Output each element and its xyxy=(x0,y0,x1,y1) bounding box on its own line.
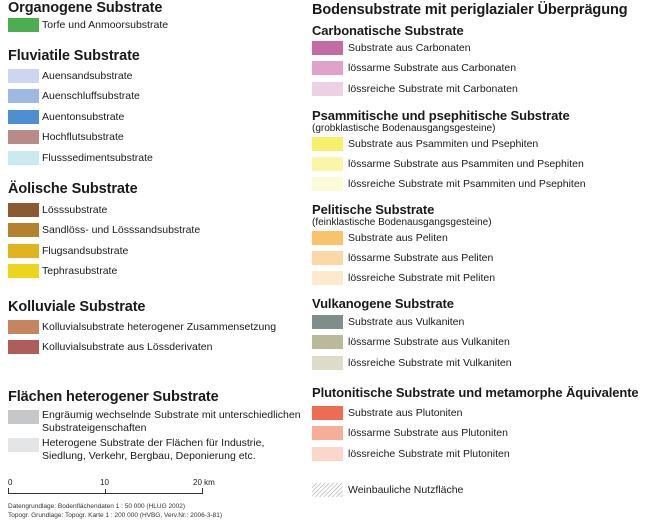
credit-data-source: Datengrundlage: Bodenflächendaten 1 : 50 000 (HLUG 2002) xyxy=(8,503,186,510)
group-title-heterogen: Flächen heterogener Substrate xyxy=(8,389,219,405)
group-title-organogene: Organogene Substrate xyxy=(8,0,163,16)
legend-label-kolluvial-loess: Kolluvialsubstrate aus Lössderivaten xyxy=(42,341,213,353)
legend-label-weinbau: Weinbauliche Nutzfläche xyxy=(348,484,464,496)
swatch-engraeumig xyxy=(8,410,39,424)
swatch-vulkan-1 xyxy=(312,315,343,329)
swatch-vulkan-2 xyxy=(312,335,343,349)
scale-tick-10: 10 xyxy=(100,478,109,487)
legend-label-psammit-1: Substrate aus Psammiten und Psephiten xyxy=(348,138,539,150)
legend-label-carbonat-1: Substrate aus Carbonaten xyxy=(348,42,471,54)
swatch-pluton-2 xyxy=(312,426,343,440)
legend-label-psammit-2: lössarme Substrate aus Psammiten und Psephiten xyxy=(348,158,584,170)
swatch-psammit-1 xyxy=(312,137,343,151)
group-title-vulkanogene: Vulkanogene Substrate xyxy=(312,296,454,311)
group-subtitle-pelitische: (feinklastische Bodenausgangsgesteine) xyxy=(312,217,492,228)
group-title-psammitische: Psammitische und psephitische Substrate xyxy=(312,108,570,123)
legend-label-industrie-line2: Siedlung, Verkehr, Bergbau, Deponierung etc. xyxy=(42,450,256,462)
swatch-flusssediment xyxy=(8,151,39,165)
legend-label-carbonat-2: lössarme Substrate aus Carbonaten xyxy=(348,62,517,74)
swatch-carbonat-2 xyxy=(312,61,343,75)
legend-label-loess: Lösssubstrate xyxy=(42,204,108,216)
group-subtitle-psammitische: (grobklastische Bodenausgangsgesteine) xyxy=(312,123,496,134)
legend-label-industrie-line1: Heterogene Substrate der Flächen für Industrie, xyxy=(42,437,265,449)
swatch-psammit-3 xyxy=(312,177,343,191)
legend-label-sandloess: Sandlöss- und Lösssandsubstrate xyxy=(42,224,201,236)
swatch-auensand xyxy=(8,69,39,83)
swatch-carbonat-1 xyxy=(312,41,343,55)
group-title-plutonitische: Plutonitische Substrate und metamorphe Äquivalente xyxy=(312,385,639,400)
swatch-auenton xyxy=(8,110,39,124)
swatch-weinbau-hatch xyxy=(312,483,343,497)
swatch-tephra xyxy=(8,264,39,278)
swatch-carbonat-3 xyxy=(312,82,343,96)
legend-label-torfe: Torfe und Anmoorsubstrate xyxy=(42,19,169,31)
legend-label-engraeumig-line2: Substrateigenschaften xyxy=(42,422,147,434)
legend-label-engraeumig xyxy=(42,409,301,435)
legend-label-auensand: Auensandsubstrate xyxy=(42,70,133,82)
legend-label-kolluvial-heterogen: Kolluvialsubstrate heterogener Zusammensetzung xyxy=(42,321,277,333)
swatch-loess xyxy=(8,203,39,217)
legend-label-psammit-3: lössreiche Substrate mit Psammiten und Psephiten xyxy=(348,178,586,190)
swatch-pelit-1 xyxy=(312,231,343,245)
legend-label-pluton-1: Substrate aus Plutoniten xyxy=(348,407,463,419)
legend-label-engraeumig-line1: Engräumig wechselnde Substrate mit unterschiedlichen xyxy=(42,409,301,421)
legend-label-pelit-3: lössreiche Substrate mit Peliten xyxy=(348,272,496,284)
scale-tick-0: 0 xyxy=(8,478,13,487)
swatch-auenschluff xyxy=(8,89,39,103)
swatch-vulkan-3 xyxy=(312,356,343,370)
swatch-torfe xyxy=(8,18,39,32)
legend-label-industrie xyxy=(42,437,264,463)
legend-label-auenschluff: Auenschluffsubstrate xyxy=(42,90,140,102)
swatch-pluton-3 xyxy=(312,447,343,461)
legend-label-pelit-2: lössarme Substrate aus Peliten xyxy=(348,252,494,264)
group-title-aeolische: Äolische Substrate xyxy=(8,181,138,197)
right-heading: Bodensubstrate mit periglazialer Überprägung xyxy=(312,2,628,18)
swatch-pelit-3 xyxy=(312,271,343,285)
legend-label-pluton-3: lössreiche Substrate mit Plutoniten xyxy=(348,448,510,460)
legend-label-vulkan-1: Substrate aus Vulkaniten xyxy=(348,316,465,328)
legend-label-pelit-1: Substrate aus Peliten xyxy=(348,232,448,244)
legend-label-flugsand: Flugsandsubstrate xyxy=(42,245,129,257)
swatch-hochflut xyxy=(8,130,39,144)
group-title-pelitische: Pelitische Substrate xyxy=(312,202,435,217)
legend-label-vulkan-2: lössarme Substrate aus Vulkaniten xyxy=(348,336,510,348)
group-title-carbonatische: Carbonatische Substrate xyxy=(312,23,464,38)
swatch-kolluvial-heterogen xyxy=(8,320,39,334)
swatch-industrie xyxy=(8,438,39,452)
swatch-psammit-2 xyxy=(312,157,343,171)
legend-label-vulkan-3: lössreiche Substrate mit Vulkaniten xyxy=(348,357,512,369)
swatch-flugsand xyxy=(8,244,39,258)
legend-label-flusssediment: Flusssedimentsubstrate xyxy=(42,152,153,164)
legend-label-carbonat-3: lössreiche Substrate mit Carbonaten xyxy=(348,83,518,95)
swatch-sandloess xyxy=(8,223,39,237)
legend-label-pluton-2: lössarme Substrate aus Plutoniten xyxy=(348,427,508,439)
scale-tick-20: 20 km xyxy=(193,478,215,487)
group-title-fluviatile: Fluviatile Substrate xyxy=(8,48,140,64)
swatch-kolluvial-loess xyxy=(8,340,39,354)
legend-label-hochflut: Hochflutsubstrate xyxy=(42,131,124,143)
swatch-pluton-1 xyxy=(312,406,343,420)
scale-bar xyxy=(8,488,203,494)
group-title-kolluviale: Kolluviale Substrate xyxy=(8,299,146,315)
legend-label-auenton: Auentonsubstrate xyxy=(42,111,125,123)
legend-label-tephra: Tephrasubstrate xyxy=(42,265,118,277)
credit-topo-source: Topogr. Grundlage: Topogr. Karte 1 : 200 000 (HVBG, Verv.Nr.: 2006-3-81) xyxy=(8,512,223,519)
swatch-pelit-2 xyxy=(312,251,343,265)
